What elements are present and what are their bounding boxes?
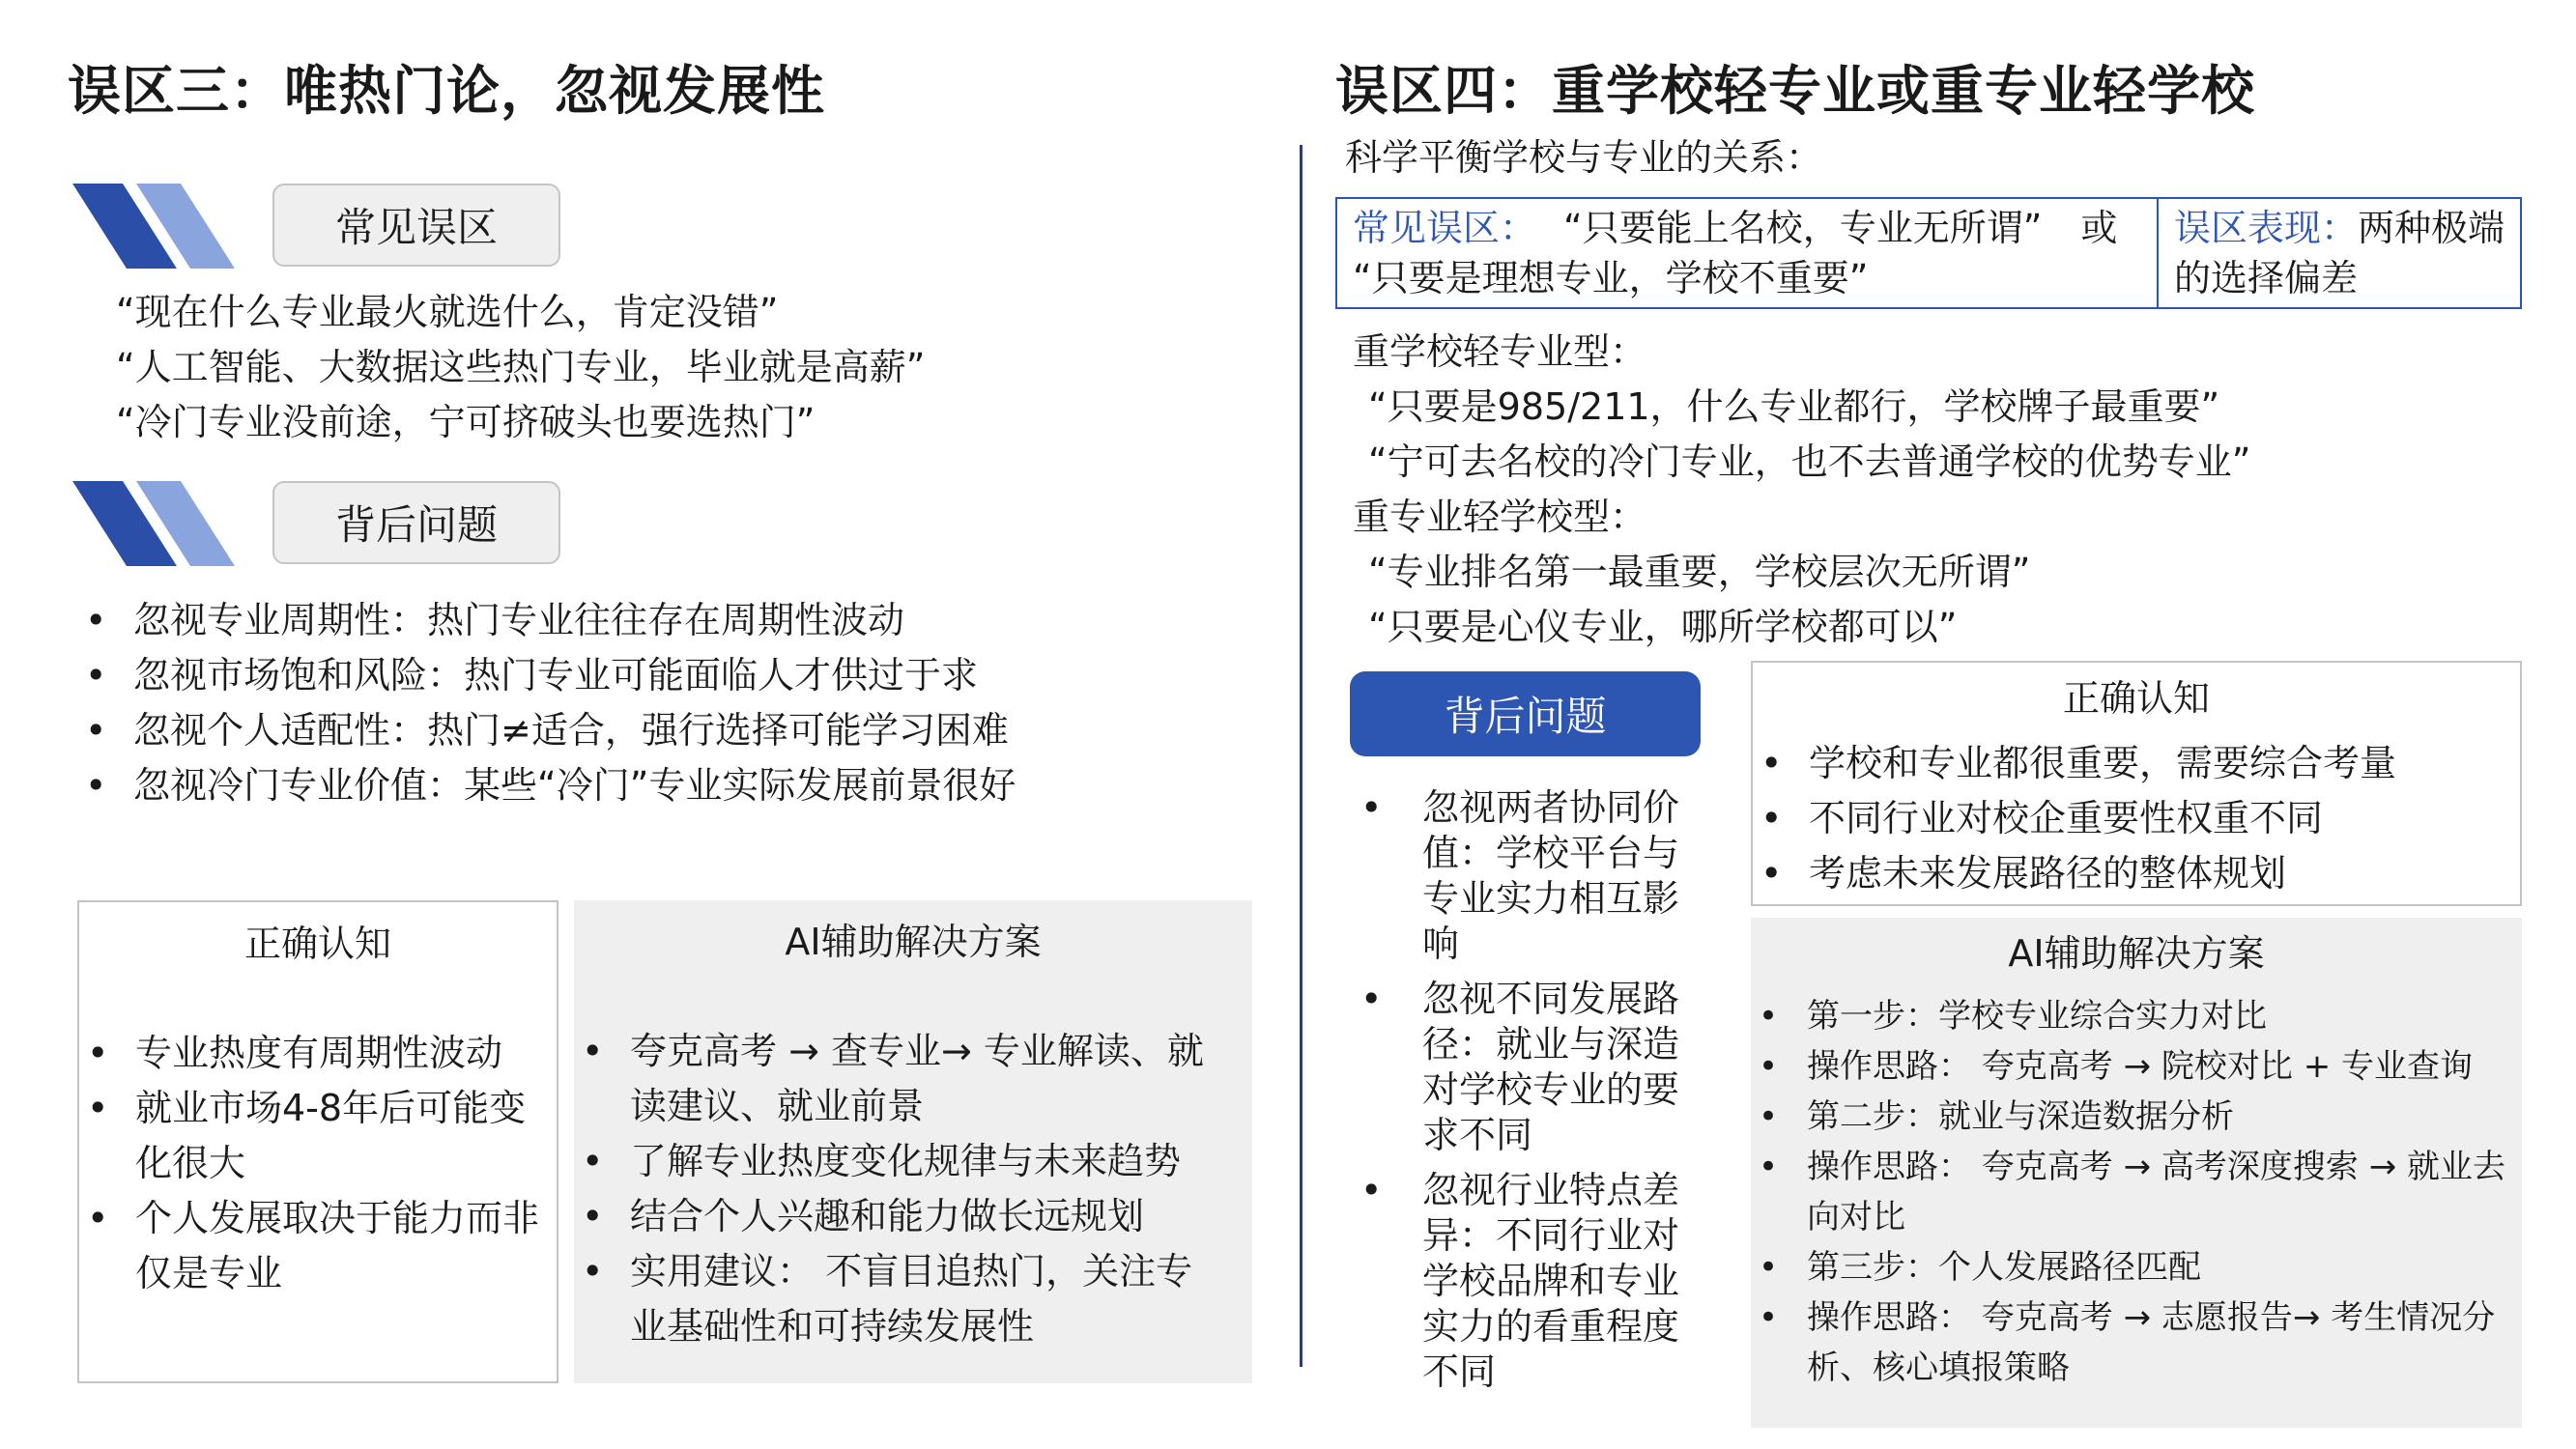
list-item: • 考虑未来发展路径的整体规划 — [1753, 846, 2520, 901]
mistake-text: “只要能上名校，专业无所谓” — [1563, 207, 2043, 249]
list-item: • 操作思路： 夸克高考 → 高考深度搜索 → 就业去向对比 — [1751, 1142, 2508, 1242]
list-item: • 忽视市场饱和风险：热门专业可能面临人才供过于求 — [77, 648, 1198, 703]
list-item: • 实用建议： 不盲目追热门，关注专业基础性和可持续发展性 — [574, 1244, 1223, 1354]
mistake-summary-box — [1335, 197, 2522, 309]
list-item: • 操作思路： 夸克高考 → 志愿报告→ 考生情况分析、核心填报策略 — [1751, 1293, 2508, 1393]
right-title: 误区四：重学校轻专业或重专业轻学校 — [1335, 60, 2256, 122]
mistake-summary-right — [2159, 199, 2520, 307]
list-item: • 学校和专业都很重要，需要综合考量 — [1753, 736, 2520, 791]
list-item: • 第三步：个人发展路径匹配 — [1751, 1242, 2508, 1293]
right-subtitle: 科学平衡学校与专业的关系： — [1345, 136, 1823, 179]
underlying-problems-label: 背后问题 — [272, 481, 560, 564]
right-correct-list — [1753, 736, 2520, 901]
problem-list — [77, 593, 1198, 813]
list-item: • 第二步：就业与深造数据分析 — [1751, 1092, 2508, 1142]
quote-item: “人工智能、大数据这些热门专业，毕业就是高薪” — [116, 346, 926, 388]
mistake-manifestation-label: 误区表现： — [2173, 207, 2358, 249]
list-item: • 不同行业对校企重要性权重不同 — [1753, 791, 2520, 846]
left-title: 误区三：唯热门论，忽视发展性 — [68, 60, 826, 122]
box-title: AI辅助解决方案 — [2008, 932, 2265, 975]
right-ai-solution-list — [1751, 991, 2522, 1393]
right-correct-cognition-box — [1751, 661, 2522, 906]
list-item: • 忽视不同发展路径：就业与深造对学校专业的要求不同 — [1353, 977, 1701, 1158]
list-item: • 忽视个人适配性：热门≠适合，强行选择可能学习困难 — [77, 703, 1198, 758]
box-title: 正确认知 — [243, 923, 391, 965]
list-item: • 第一步：学校专业综合实力对比 — [1751, 991, 2508, 1041]
right-problem-list — [1353, 785, 1701, 1395]
box-title: AI辅助解决方案 — [785, 921, 1042, 963]
list-item: • 个人发展取决于能力而非仅是专业 — [79, 1191, 543, 1301]
right-ai-solution-box — [1751, 918, 2522, 1428]
list-item: • 忽视冷门专业价值：某些“冷门”专业实际发展前景很好 — [77, 758, 1198, 813]
slash-logo-icon — [72, 481, 237, 566]
list-item: • 忽视专业周期性：热门专业往往存在周期性波动 — [77, 593, 1198, 648]
list-item: • 夸克高考 → 查专业→ 专业解读、就读建议、就业前景 — [574, 1024, 1223, 1134]
common-mistake-label: 常见误区： — [1353, 207, 1537, 249]
quote-item: “宁可去名校的冷门专业，也不去普通学校的优势专业” — [1368, 440, 2251, 483]
quote-item: “冷门专业没前途，宁可挤破头也要选热门” — [116, 401, 816, 443]
quote-list — [116, 285, 925, 450]
slash-logo-icon — [72, 184, 237, 269]
manifestation-text: 的选择偏差 — [2173, 257, 2358, 299]
list-item: • 了解专业热度变化规律与未来趋势 — [574, 1134, 1223, 1189]
ai-solution-list — [574, 1024, 1252, 1354]
type-label: 重学校轻专业型： — [1353, 330, 1647, 373]
list-item: • 结合个人兴趣和能力做长远规划 — [574, 1189, 1223, 1244]
type-label: 重专业轻学校型： — [1353, 496, 1647, 538]
vertical-divider — [1300, 145, 1302, 1367]
list-item: • 忽视两者协同价值：学校平台与专业实力相互影响 — [1353, 785, 1701, 967]
mistake-summary-left — [1337, 199, 2159, 307]
manifestation-text: 两种极端 — [2357, 207, 2504, 249]
common-mistakes-label: 常见误区 — [272, 184, 560, 267]
or-text: 或 — [2080, 207, 2118, 249]
quote-item: “只要是心仪专业，哪所学校都可以” — [1368, 606, 1958, 648]
list-item: • 忽视行业特点差异：不同行业对学校品牌和专业实力的看重程度不同 — [1353, 1168, 1701, 1395]
underlying-problems-button[interactable]: 背后问题 — [1350, 671, 1701, 756]
quote-item: “现在什么专业最火就选什么，肯定没错” — [116, 291, 779, 333]
box-title: 正确认知 — [2062, 677, 2210, 720]
school-over-major-section — [1353, 325, 2250, 655]
quote-item: “专业排名第一最重要，学校层次无所谓” — [1368, 551, 2031, 593]
list-item: • 操作思路： 夸克高考 → 院校对比 + 专业查询 — [1751, 1041, 2508, 1092]
list-item: • 专业热度有周期性波动 — [79, 1026, 543, 1081]
correct-cognition-box — [77, 900, 558, 1383]
ai-solution-box — [574, 900, 1252, 1383]
correct-list — [79, 1026, 557, 1301]
list-item: • 就业市场4-8年后可能变化很大 — [79, 1081, 543, 1191]
quote-item: “只要是985/211，什么专业都行，学校牌子最重要” — [1368, 385, 2220, 428]
mistake-text: “只要是理想专业，学校不重要” — [1353, 257, 1869, 299]
